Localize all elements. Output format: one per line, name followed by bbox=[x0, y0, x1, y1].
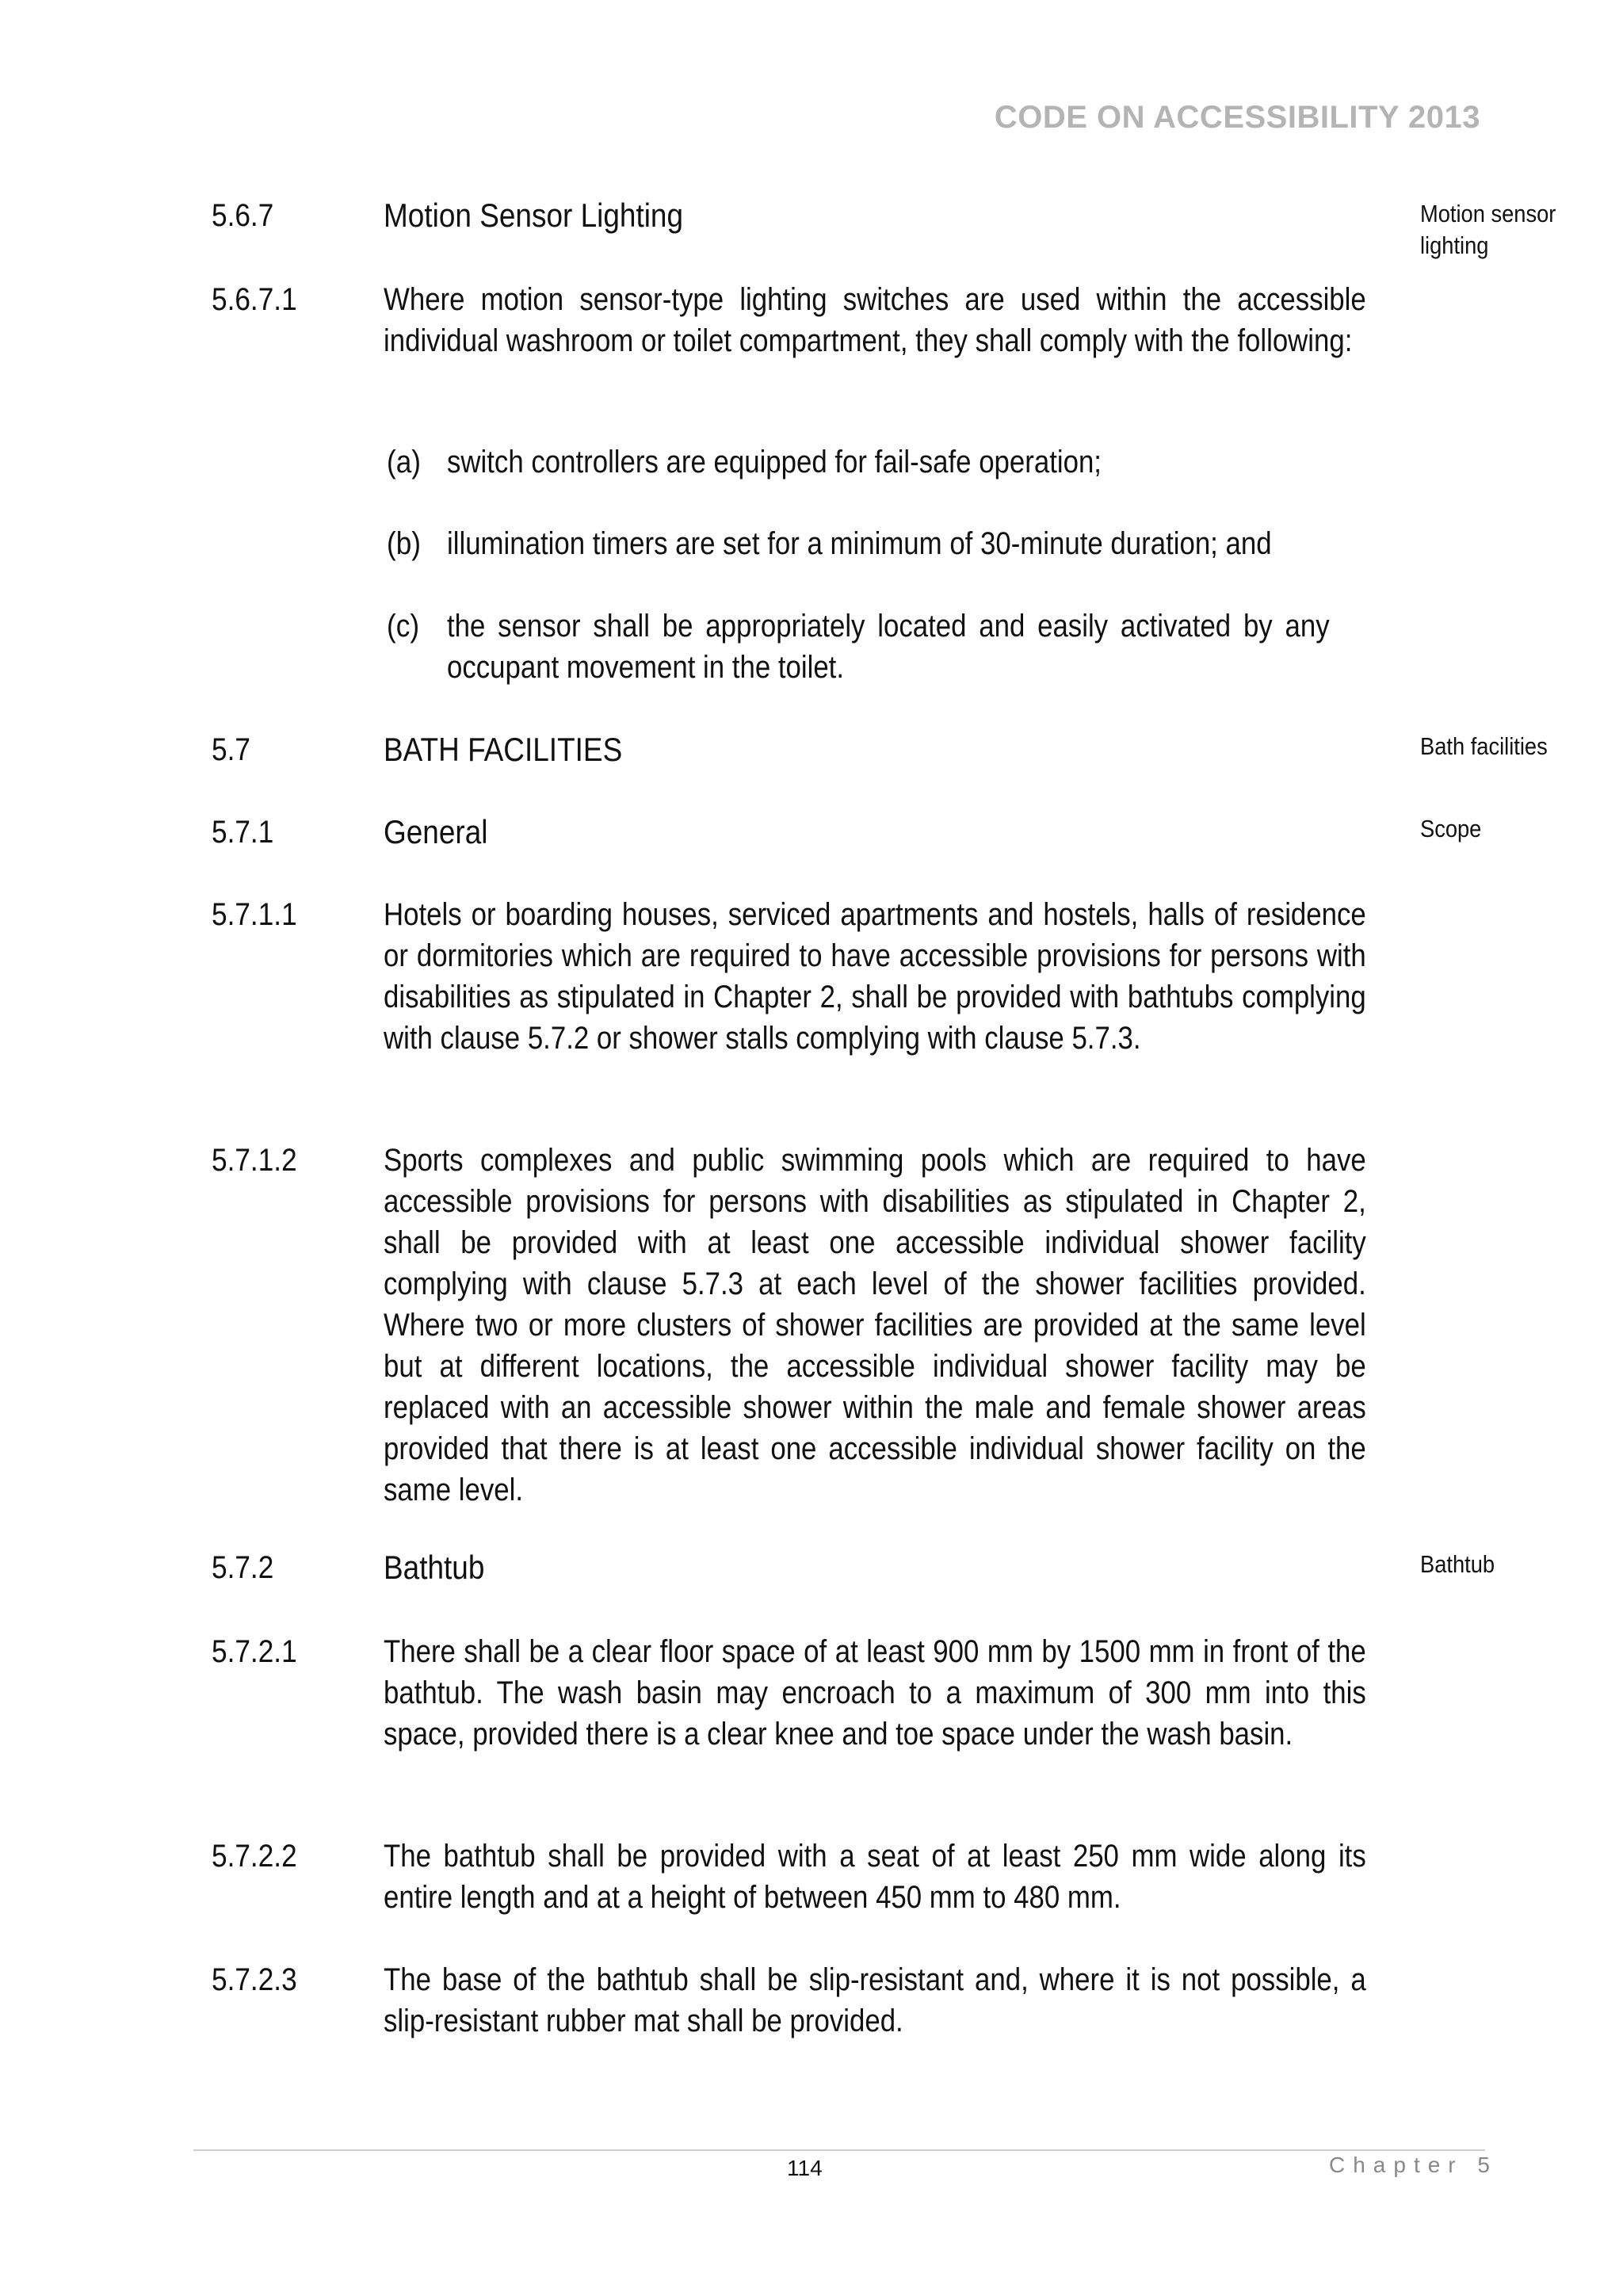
list-item-label: (c) bbox=[387, 609, 420, 644]
section-heading: Motion Sensor Lighting bbox=[384, 197, 684, 234]
clause-number: 5.7.2.1 bbox=[212, 1634, 297, 1669]
list-item-text: illumination timers are set for a minimum of 30-minute duration; and bbox=[447, 526, 1272, 561]
clause-number: 5.7.1.2 bbox=[212, 1143, 297, 1178]
section-heading: BATH FACILITIES bbox=[384, 731, 623, 768]
margin-note: Bathtub bbox=[1420, 1550, 1495, 1578]
clause-text: There shall be a clear floor space of at least 900 mm by 1500 mm in front of the bathtub. The wash basin may encroach to a maximum of 300 mm into this space, provided there is a clear knee and toe space under the wash basin. bbox=[384, 1634, 1366, 1752]
clause-text: Sports complexes and public swimming pools which are required to have accessible provisions for persons with disabilities as stipulated in Chapter 2, shall be provided with at least one accessible individual shower facility complying with clause 5.7.3 at each level of the shower facilities provided. Where two or more clusters of shower facilities are provided at the same level but at different locations, the accessible individual shower facility may be replaced with an accessible shower within the male and female shower areas provided that there is at least one accessible individual shower facility on the same level. bbox=[384, 1143, 1366, 1507]
clause-number: 5.7.1.1 bbox=[212, 897, 297, 932]
clause-text: Where motion sensor-type lighting switches are used within the accessible individual washroom or toilet compartment, they shall comply with the following: bbox=[384, 282, 1366, 358]
margin-note: Bath facilities bbox=[1420, 732, 1548, 760]
section-heading: General bbox=[384, 813, 488, 850]
footer-chapter: Chapter 5 bbox=[1329, 2153, 1498, 2177]
list-item-label: (b) bbox=[387, 526, 422, 561]
document-header-title: CODE ON ACCESSIBILITY 2013 bbox=[994, 100, 1480, 135]
margin-note: Motion sensor lighting bbox=[1420, 200, 1556, 259]
list-item-text: switch controllers are equipped for fail-safe operation; bbox=[447, 445, 1102, 479]
clause-number: 5.7.2.2 bbox=[212, 1839, 297, 1874]
clause-number: 5.7.2.3 bbox=[212, 1962, 297, 1997]
clause-text: The base of the bathtub shall be slip-resistant and, where it is not possible, a slip-resistant rubber mat shall be provided. bbox=[384, 1962, 1366, 2038]
clause-text: The bathtub shall be provided with a seat of at least 250 mm wide along its entire length and at a height of between 450 mm to 480 mm. bbox=[384, 1839, 1366, 1915]
clause-number: 5.6.7.1 bbox=[212, 282, 297, 317]
section-number: 5.7.2 bbox=[212, 1550, 274, 1585]
section-number: 5.7 bbox=[212, 732, 250, 767]
footer-divider bbox=[193, 2149, 1485, 2151]
section-number: 5.6.7 bbox=[212, 198, 274, 233]
margin-note: Scope bbox=[1420, 815, 1482, 842]
clause-text: Hotels or boarding houses, serviced apartments and hostels, halls of residence or dormitories which are required to have accessible provisions for persons with disabilities as stipulated in Chapter 2, shall be provided with bathtubs complying with clause 5.7.2 or shower stalls complying with clause 5.7.3. bbox=[384, 897, 1366, 1056]
page-number: 114 bbox=[787, 2156, 823, 2180]
section-number: 5.7.1 bbox=[212, 815, 274, 850]
list-item-text: the sensor shall be appropriately located and easily activated by any occupant movement in the toilet. bbox=[447, 609, 1330, 685]
list-item-label: (a) bbox=[387, 445, 422, 479]
section-heading: Bathtub bbox=[384, 1549, 485, 1586]
